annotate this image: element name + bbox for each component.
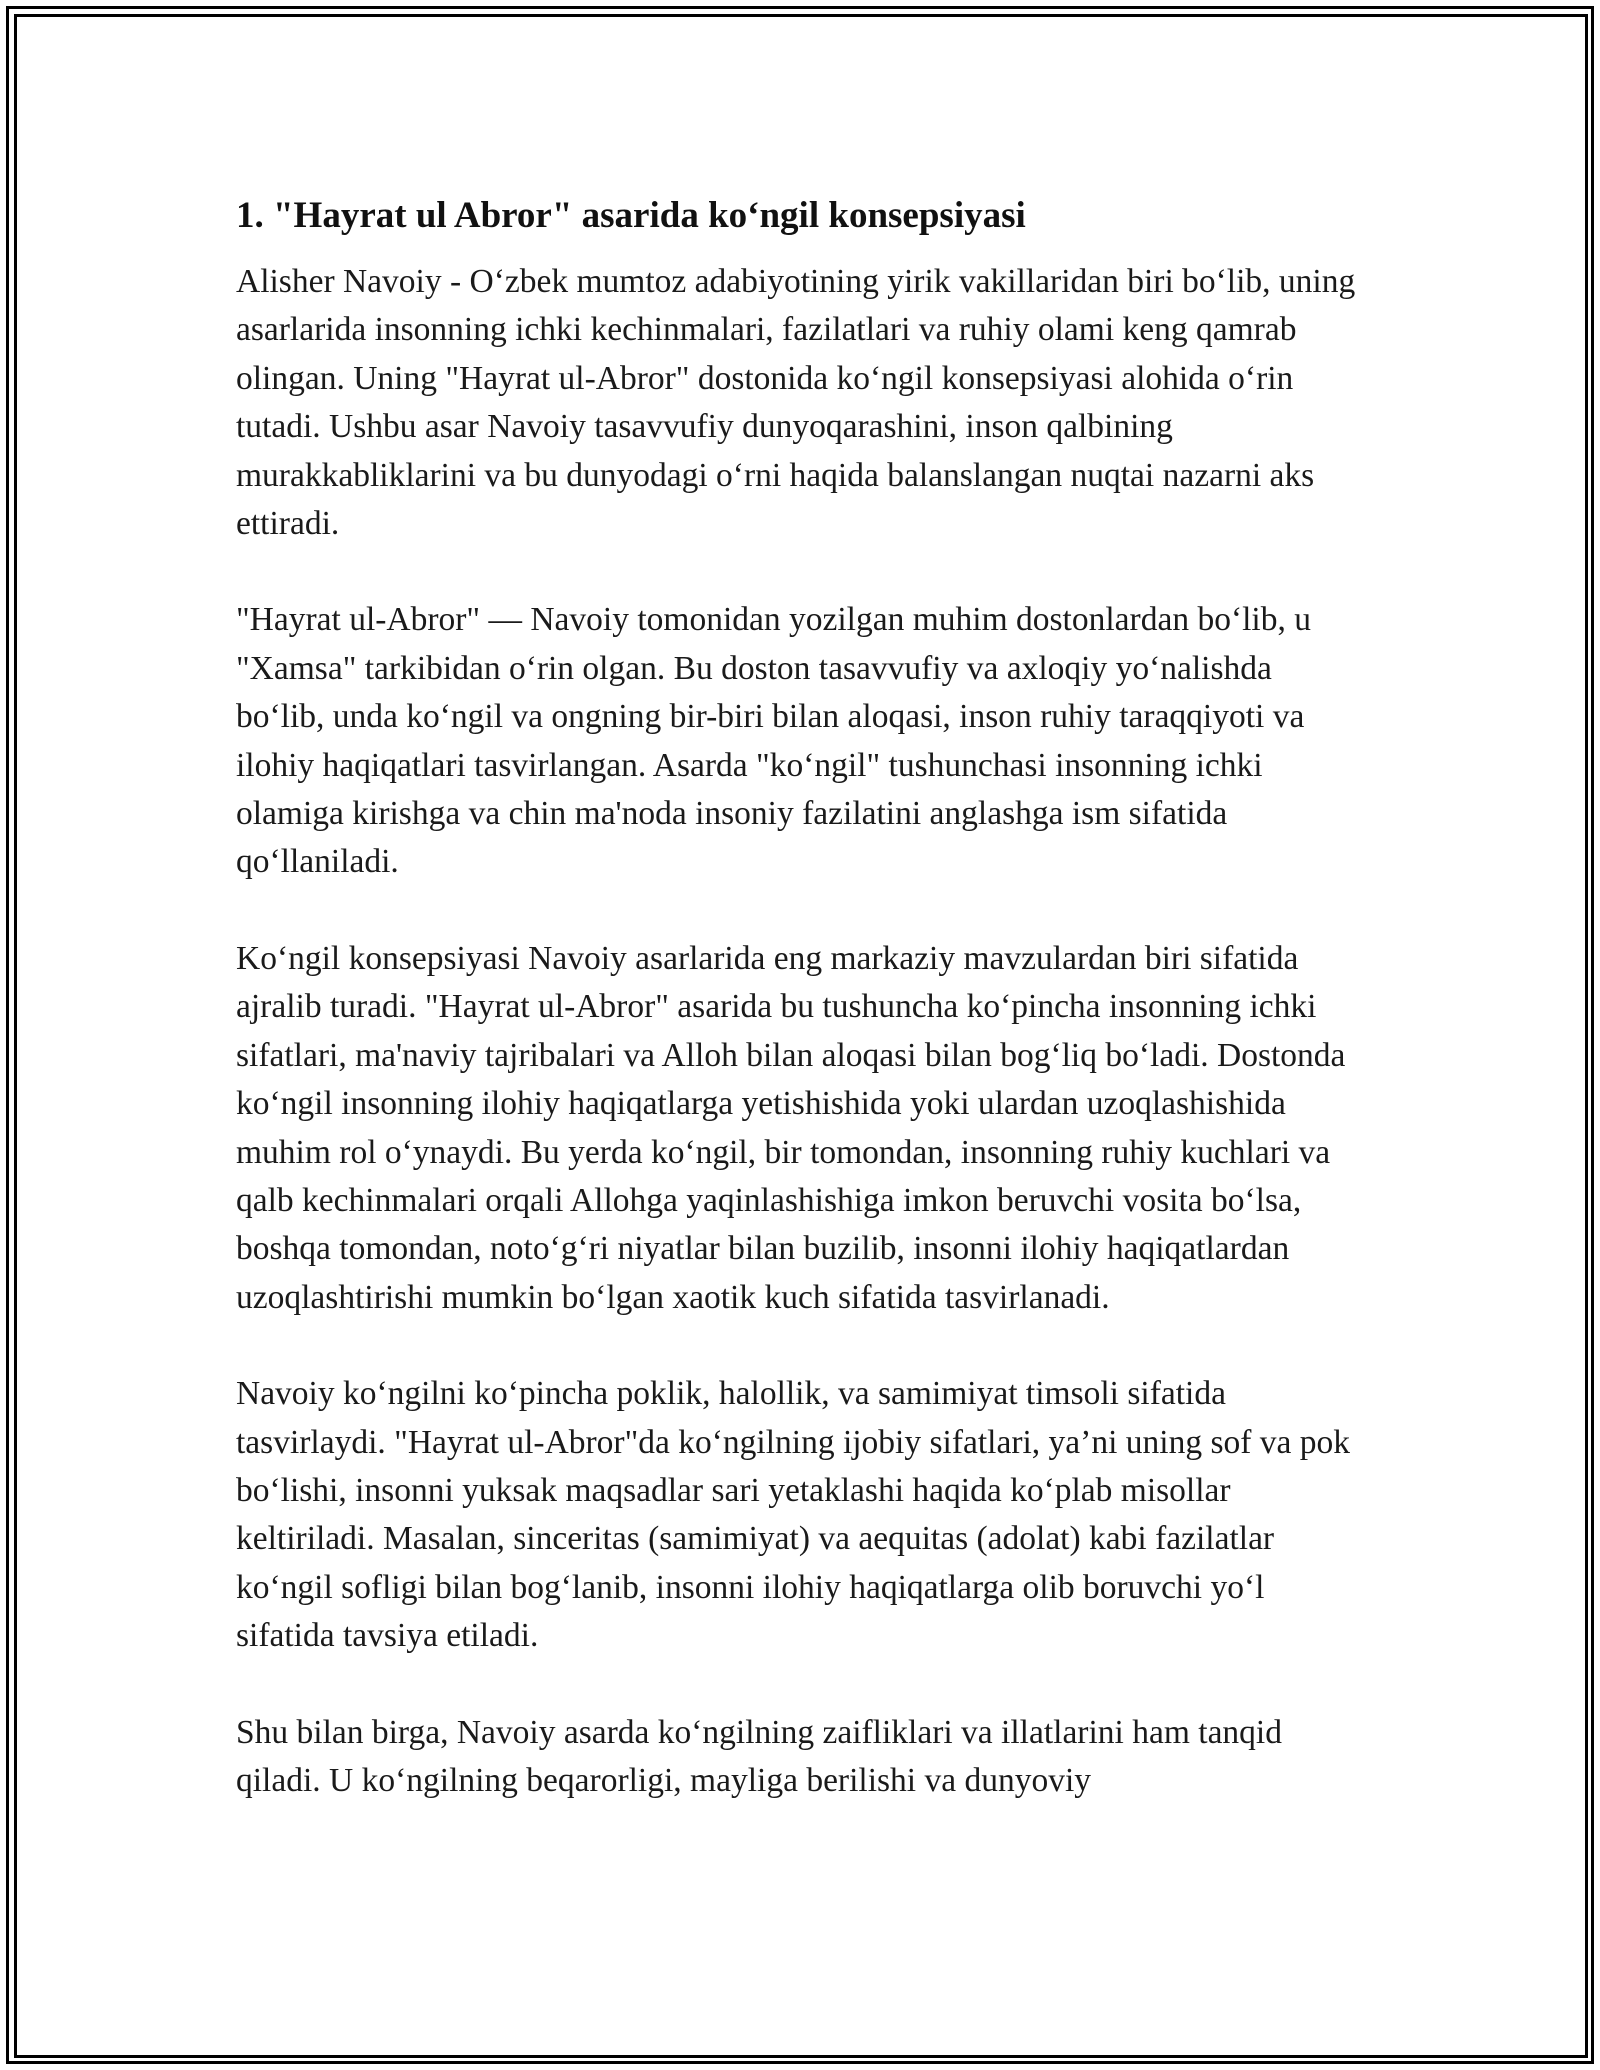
paragraph-3: Ko‘ngil konsepsiyasi Navoiy asarlarida eng markaziy mavzulardan biri sifatida ajralib turadi. "Hayrat ul-Abror" asarida bu tushuncha ko‘pincha insonning ichki sifatlari, ma'naviy tajribalari va Alloh bilan aloqasi bilan bog‘liq bo‘ladi. Dostonda ko‘ngil insonning ilohiy haqiqatlarga yetishishida yoki ulardan uzoqlashishida muhim rol o‘ynaydi. Bu yerda ko‘ngil, bir tomondan, insonning ruhiy kuchlari va qalb kechinmalari orqali Allohga yaqinlashishiga imkon beruvchi vosita bo‘lsa, boshqa tomondan, noto‘g‘ri niyatlar bilan buzilib, insonni ilohiy haqiqatlardan uzoqlashtirishi mumkin bo‘lgan xaotik kuch sifatida tasvirlanadi. [236, 939, 1346, 1316]
paragraph-4: Navoiy ko‘ngilni ko‘pincha poklik, halollik, va samimiyat timsoli sifatida tasvirlaydi. "Hayrat ul-Abror"da ko‘ngilning ijobiy sifatlari, ya’ni uning sof va pok bo‘lishi, insonni yuksak maqsadlar sari yetaklashi haqida ko‘plab misollar keltiriladi. Masalan, sinceritas (samimiyat) va aequitas (adolat) kabi fazilatlar ko‘ngil sofligi bilan bog‘lanib, insonni ilohiy haqiqatlarga olib boruvchi yo‘l sifatida tavsiya etiladi. [236, 1375, 1351, 1655]
section-heading: 1. "Hayrat ul Abror" asarida ko‘ngil konsepsiyasi [236, 195, 1026, 236]
paragraph-5: Shu bilan birga, Navoiy asarda ko‘ngilning zaifliklari va illatlarini ham tanqid qiladi. U ko‘ngilning beqarorligi, mayliga berilishi va dunyoviy [236, 1713, 1282, 1799]
paragraph-2: "Hayrat ul-Abror" — Navoiy tomonidan yozilgan muhim dostonlardan bo‘lib, u "Xamsa" tarkibidan o‘rin olgan. Bu doston tasavvufiy va axloqiy yo‘nalishda bo‘lib, unda ko‘ngil va ongning bir-biri bilan aloqasi, inson ruhiy taraqqiyoti va ilohiy haqiqatlari tasvirlangan. Asarda "ko‘ngil" tushunchasi insonning ichki olamiga kirishga va chin ma'noda insoniy fazilatini anglashga ism sifatida qo‘llaniladi. [236, 601, 1311, 881]
paragraph-1: Alisher Navoiy - O‘zbek mumtoz adabiyotining yirik vakillaridan biri bo‘lib, uning asarlarida insonning ichki kechinmalari, fazilatlari va ruhiy olami keng qamrab olingan. Uning "Hayrat ul-Abror" dostonida ko‘ngil konsepsiyasi alohida o‘rin tutadi. Ushbu asar Navoiy tasavvufiy dunyoqarashini, inson qalbining murakkabliklarini va bu dunyodagi o‘rni haqida balanslangan nuqtai nazarni aks ettiradi. [236, 263, 1356, 543]
document-body [236, 190, 1366, 1805]
